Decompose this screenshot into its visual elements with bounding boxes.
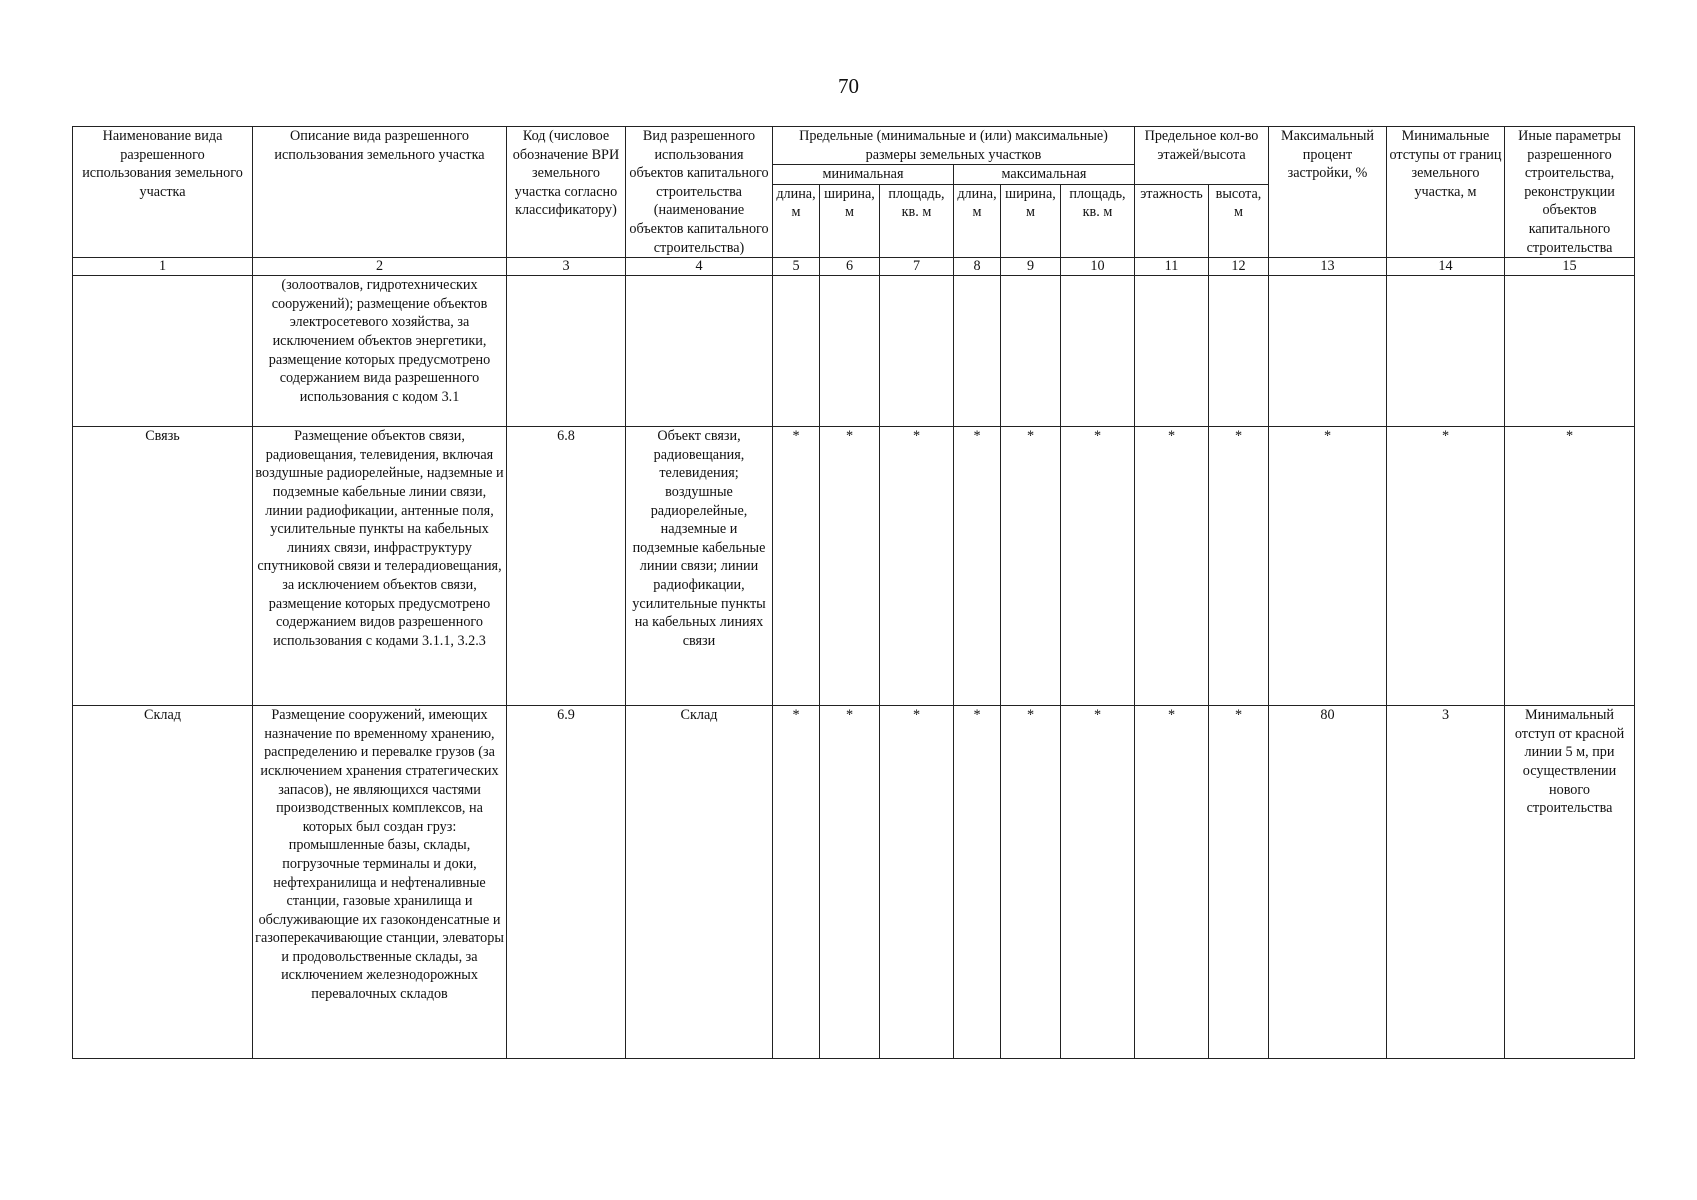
cell-min-setback: 3	[1387, 706, 1505, 1059]
cell-min-width: *	[820, 427, 880, 706]
cell-floors	[1135, 276, 1209, 427]
header-min-area: площадь, кв. м	[880, 184, 954, 257]
cell-max-coverage	[1269, 276, 1387, 427]
header-floors-group: Предельное кол-во этажей/высота	[1135, 127, 1269, 185]
column-number: 6	[820, 258, 880, 276]
header-floors: этажность	[1135, 184, 1209, 257]
cell-height: *	[1209, 706, 1269, 1059]
column-number: 8	[954, 258, 1001, 276]
table-row	[73, 706, 1635, 1059]
column-number: 4	[626, 258, 773, 276]
cell-min-width: *	[820, 706, 880, 1059]
cell-max-coverage: *	[1269, 427, 1387, 706]
cell-min-width	[820, 276, 880, 427]
cell-min-area	[880, 276, 954, 427]
cell-other-params: *	[1505, 427, 1635, 706]
cell-use-code: 6.8	[507, 427, 626, 706]
cell-min-area: *	[880, 427, 954, 706]
header-object-type: Вид разрешенного использования объектов капитального строительства (наименование объектов капитального строительства)	[626, 127, 773, 258]
cell-other-params	[1505, 276, 1635, 427]
header-use-description: Описание вида разрешенного использования земельного участка	[253, 127, 507, 258]
header-min-group: минимальная	[773, 165, 954, 185]
header-min-length: длина, м	[773, 184, 820, 257]
header-max-length: длина, м	[954, 184, 1001, 257]
cell-floors: *	[1135, 427, 1209, 706]
cell-use-code: 6.9	[507, 706, 626, 1059]
header-height: высота, м	[1209, 184, 1269, 257]
column-number: 13	[1269, 258, 1387, 276]
column-number: 7	[880, 258, 954, 276]
cell-height: *	[1209, 427, 1269, 706]
header-min-setback: Минимальные отступы от границ земельного участка, м	[1387, 127, 1505, 258]
cell-max-width: *	[1001, 427, 1061, 706]
cell-max-width: *	[1001, 706, 1061, 1059]
cell-min-setback: *	[1387, 427, 1505, 706]
column-number: 10	[1061, 258, 1135, 276]
header-max-area: площадь, кв. м	[1061, 184, 1135, 257]
cell-height	[1209, 276, 1269, 427]
page-number: 70	[838, 74, 859, 98]
cell-object-type	[626, 276, 773, 427]
header-max-coverage: Максимальный процент застройки, %	[1269, 127, 1387, 258]
cell-max-length: *	[954, 706, 1001, 1059]
cell-max-area: *	[1061, 427, 1135, 706]
cell-max-width	[1001, 276, 1061, 427]
header-max-width: ширина, м	[1001, 184, 1061, 257]
column-number: 5	[773, 258, 820, 276]
cell-use-code	[507, 276, 626, 427]
header-max-group: максимальная	[954, 165, 1135, 185]
cell-object-type: Склад	[626, 706, 773, 1059]
column-number: 11	[1135, 258, 1209, 276]
cell-min-length	[773, 276, 820, 427]
cell-other-params: Минимальный отступ от красной линии 5 м, при осуществлении нового строительства	[1505, 706, 1635, 1059]
cell-min-length: *	[773, 706, 820, 1059]
cell-floors: *	[1135, 706, 1209, 1059]
header-use-code: Код (числовое обозначение ВРИ земельного участка согласно классификатору)	[507, 127, 626, 258]
cell-max-area	[1061, 276, 1135, 427]
cell-min-length: *	[773, 427, 820, 706]
header-min-width: ширина, м	[820, 184, 880, 257]
cell-max-coverage: 80	[1269, 706, 1387, 1059]
column-number-row	[73, 258, 1635, 276]
cell-object-type: Объект связи, радиовещания, телевидения; воздушные радиорелейные, надземные и подземные кабельные линии связи; линии радиофикации, усилительные пункты на кабельных линиях связи	[626, 427, 773, 706]
column-number: 15	[1505, 258, 1635, 276]
cell-min-area: *	[880, 706, 954, 1059]
cell-use-description: Размещение сооружений, имеющих назначение по временному хранению, распределению и перевалке грузов (за исключением хранения стратегических запасов), не являющихся частями производственных комплексов, на которых был создан груз: промышленные базы, склады, погрузочные терминалы и доки, нефтехранилища и нефтеналивные станции, газовые хранилища и обслуживающие их газоконденсатные и газоперекачивающие станции, элеваторы и продовольственные склады, за исключением железнодорожных перевалочных складов	[253, 706, 507, 1059]
cell-max-length: *	[954, 427, 1001, 706]
column-number: 1	[73, 258, 253, 276]
column-number: 3	[507, 258, 626, 276]
column-number: 12	[1209, 258, 1269, 276]
land-use-regulations-table	[72, 126, 1635, 1059]
column-number: 9	[1001, 258, 1061, 276]
header-plot-size-group: Предельные (минимальные и (или) максимальные) размеры земельных участков	[773, 127, 1135, 165]
header-row	[73, 127, 1635, 165]
cell-min-setback	[1387, 276, 1505, 427]
cell-use-name: Связь	[73, 427, 253, 706]
table-row	[73, 427, 1635, 706]
cell-use-name	[73, 276, 253, 427]
cell-use-name: Склад	[73, 706, 253, 1059]
column-number: 2	[253, 258, 507, 276]
cell-max-area: *	[1061, 706, 1135, 1059]
table-row	[73, 276, 1635, 427]
cell-max-length	[954, 276, 1001, 427]
column-number: 14	[1387, 258, 1505, 276]
cell-use-description: Размещение объектов связи, радиовещания, телевидения, включая воздушные радиорелейные, надземные и подземные кабельные линии связи, линии радиофикации, антенные поля, усилительные пункты на кабельных линиях связи, инфраструктуру спутниковой связи и телерадиовещания, за исключением объектов связи, размещение которых предусмотрено содержанием видов разрешенного использования с кодами 3.1.1, 3.2.3	[253, 427, 507, 706]
cell-use-description: (золоотвалов, гидротехнических сооружений); размещение объектов электросетевого хозяйства, за исключением объектов энергетики, размещение которых предусмотрено содержанием вида разрешенного использования с кодом 3.1	[253, 276, 507, 427]
header-use-name: Наименование вида разрешенного использования земельного участка	[73, 127, 253, 258]
header-other-params: Иные параметры разрешенного строительства, реконструкции объектов капитального строительства	[1505, 127, 1635, 258]
